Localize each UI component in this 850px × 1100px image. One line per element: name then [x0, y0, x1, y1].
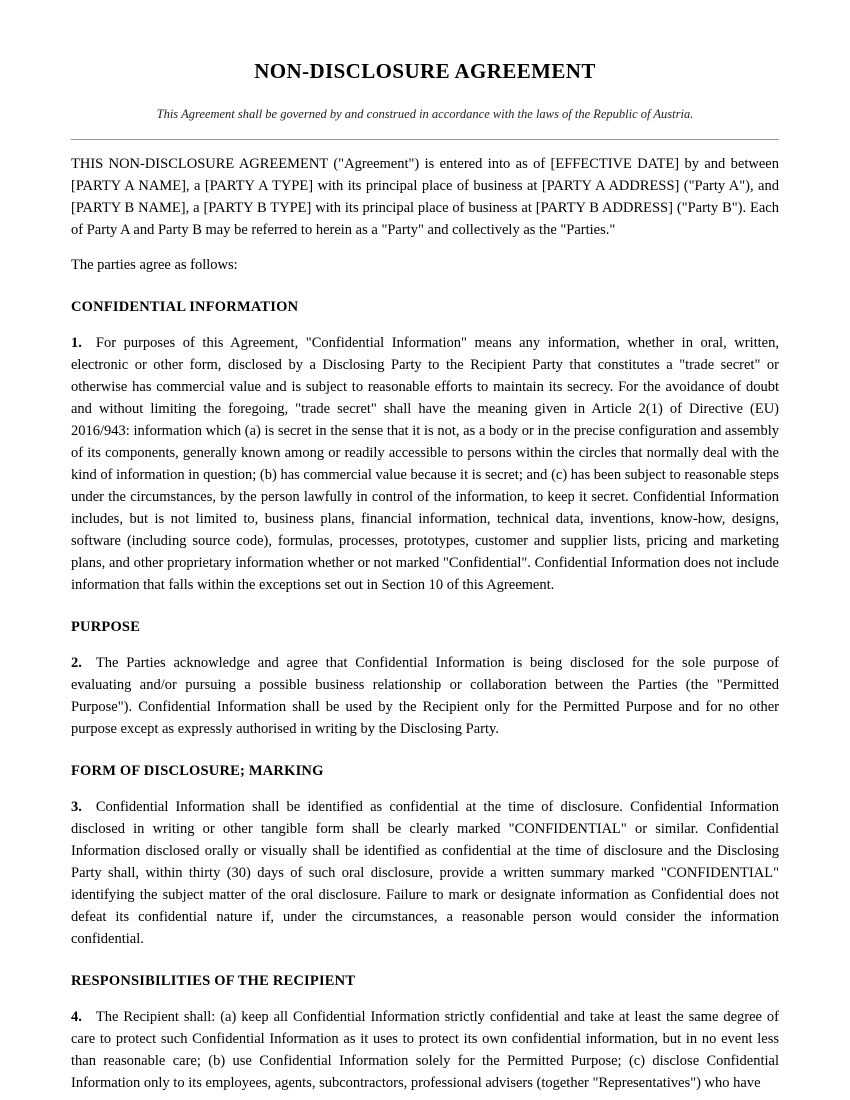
clause-2-text: The Parties acknowledge and agree that Confidential Information is being disclosed for the sole purpose of evaluating and/or pursuing a possible business relationship or collaboration between the Parties (the "Permitted Purpose"). Confidential Information shall be used by the Recipient only for the Permitted Purpose and for no other purpose except as expressly authorised in writing by the Disclosing Party. — [71, 655, 779, 737]
document-body — [71, 153, 779, 1094]
intro-paragraph: THIS NON-DISCLOSURE AGREEMENT ("Agreement") is entered into as of [EFFECTIVE DATE] by and between [PARTY A NAME], a [PARTY A TYPE] with its principal place of business at [PARTY A ADDRESS] ("Party A"), and [PARTY B NAME], a [PARTY B TYPE] with its principal place of business at [PARTY B ADDRESS] ("Party B"). Each of Party A and Party B may be referred to herein as a "Party" and collectively as the "Parties." — [71, 156, 779, 238]
clause-3-text: Confidential Information shall be identified as confidential at the time of disclosure. Confidential Information disclosed in writing or other tangible form shall be clearly marked "CONFIDENTIAL" or similar. Confidential Information disclosed orally or visually shall be identified as confidential at the time of disclosure and the Disclosing Party shall, within thirty (30) days of such oral disclosure, provide a written summary marked "CONFIDENTIAL" identifying the subject matter of the oral disclosure. Failure to mark or designate information as Confidential does not defeat its confidential nature if, under the circumstances, a reasonable person would consider the information confidential. — [71, 799, 779, 947]
title-divider — [71, 139, 779, 140]
section-heading-responsibilities-of-recipient: RESPONSIBILITIES OF THE RECIPIENT — [71, 973, 356, 989]
clause-1-number: 1. — [71, 335, 82, 351]
section-heading-purpose: PURPOSE — [71, 619, 141, 635]
clause-2-number: 2. — [71, 655, 82, 671]
clause-4 — [71, 1006, 779, 1094]
clause-3 — [71, 796, 779, 950]
clause-4-number: 4. — [71, 1009, 82, 1025]
clause-4-text: The Recipient shall: (a) keep all Confidential Information strictly confidential and take at least the same degree of care to protect such Confidential Information as it uses to protect its own confidential information, but in no event less than reasonable care; (b) use Confidential Information solely for the Permitted Purpose; (c) disclose Confidential Information only to its employees, agents, subcontractors, professional advisers (together "Representatives") who have — [71, 1009, 779, 1091]
agreement-lead-in: The parties agree as follows: — [71, 257, 238, 273]
section-heading-form-of-disclosure: FORM OF DISCLOSURE; MARKING — [71, 763, 324, 779]
clause-1 — [71, 332, 779, 596]
document-title: NON-DISCLOSURE AGREEMENT — [254, 59, 596, 83]
document-subtitle: This Agreement shall be governed by and construed in accordance with the laws of the Republic of Austria. — [156, 107, 694, 121]
section-heading-confidential-information: CONFIDENTIAL INFORMATION — [71, 299, 299, 315]
clause-3-number: 3. — [71, 799, 82, 815]
clause-1-text: For purposes of this Agreement, "Confidential Information" means any information, whether in oral, written, electronic or other form, disclosed by a Disclosing Party to the Recipient Party that constitutes a "trade secret" or otherwise has commercial value and is subject to reasonable efforts to maintain its secrecy. For the avoidance of doubt and without limiting the foregoing, "trade secret" shall have the meaning given in Article 2(1) of Directive (EU) 2016/943: information which (a) is secret in the sense that it is not, as a body or in the precise configuration and assembly of its components, generally known among or readily accessible to persons within the circles that normally deal with the kind of information in question; (b) has commercial value because it is secret; and (c) has been subject to reasonable steps under the circumstances, by the person lawfully in control of the information, to keep it secret. Confidential Information includes, but is not limited to, business plans, financial information, technical data, inventions, know-how, designs, software (including source code), formulas, processes, prototypes, customer and supplier lists, pricing and marketing plans, and other proprietary information whether or not marked "Confidential". Confidential Information does not include information that falls within the exceptions set out in Section 10 of this Agreement. — [71, 335, 779, 593]
clause-2 — [71, 652, 779, 740]
